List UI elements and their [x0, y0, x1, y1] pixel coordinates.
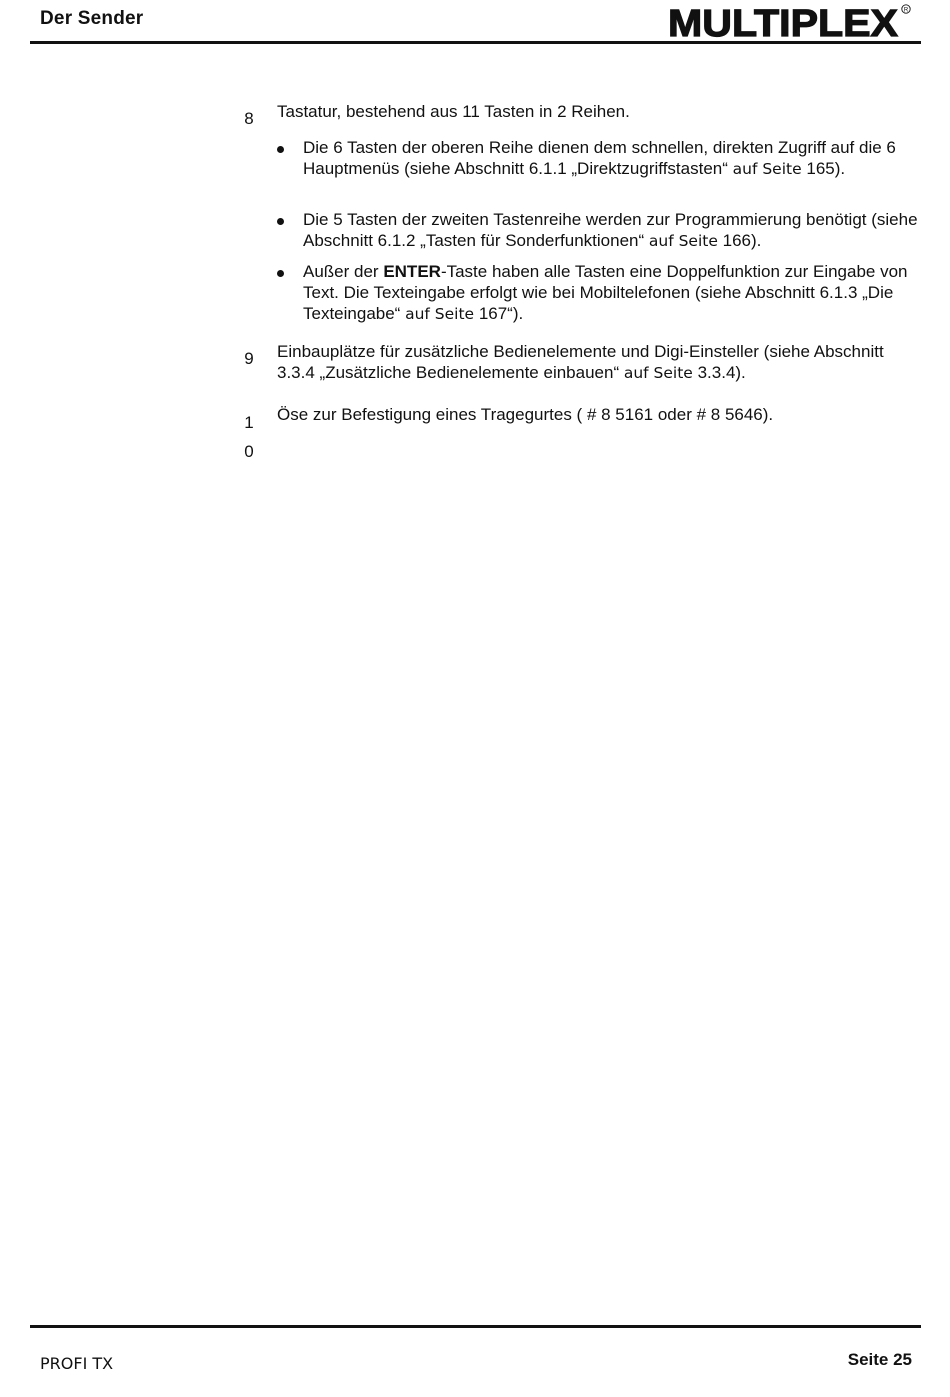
item-number-9: 9 [244, 349, 254, 368]
brand-wordmark: MULTIPLEX [668, 4, 899, 40]
bullet-icon [277, 146, 284, 153]
item-number-8: 8 [244, 109, 254, 128]
registered-mark-letter: R [903, 7, 909, 14]
footer-rule [30, 1325, 921, 1328]
bullet-icon [277, 218, 284, 225]
enter-key-label: ENTER [383, 262, 441, 281]
item-number-10-line2: 0 [244, 442, 254, 461]
bullet-icon [277, 270, 284, 277]
item-10-text: Öse zur Befestigung eines Tragegurtes ( # 8 5161 oder # 8 5646). [277, 405, 774, 424]
item-number-10-line1: 1 [244, 413, 254, 432]
header-rule [30, 41, 921, 44]
product-name: PROFI TX [40, 1354, 114, 1373]
multiplex-logo [668, 4, 914, 40]
section-title: Der Sender [40, 8, 144, 29]
item-9-text: Einbauplätze für zusätzliche Bedienelemente und Digi-Einsteller (siehe Abschnitt 3.3.4 „Zusätzliche Bedienelemente einbauen“ auf Seite 3.3.4). [277, 342, 884, 382]
page-number: Seite 25 [847, 1350, 912, 1369]
item-8-text: Tastatur, bestehend aus 11 Tasten in 2 Reihen. [277, 102, 630, 121]
